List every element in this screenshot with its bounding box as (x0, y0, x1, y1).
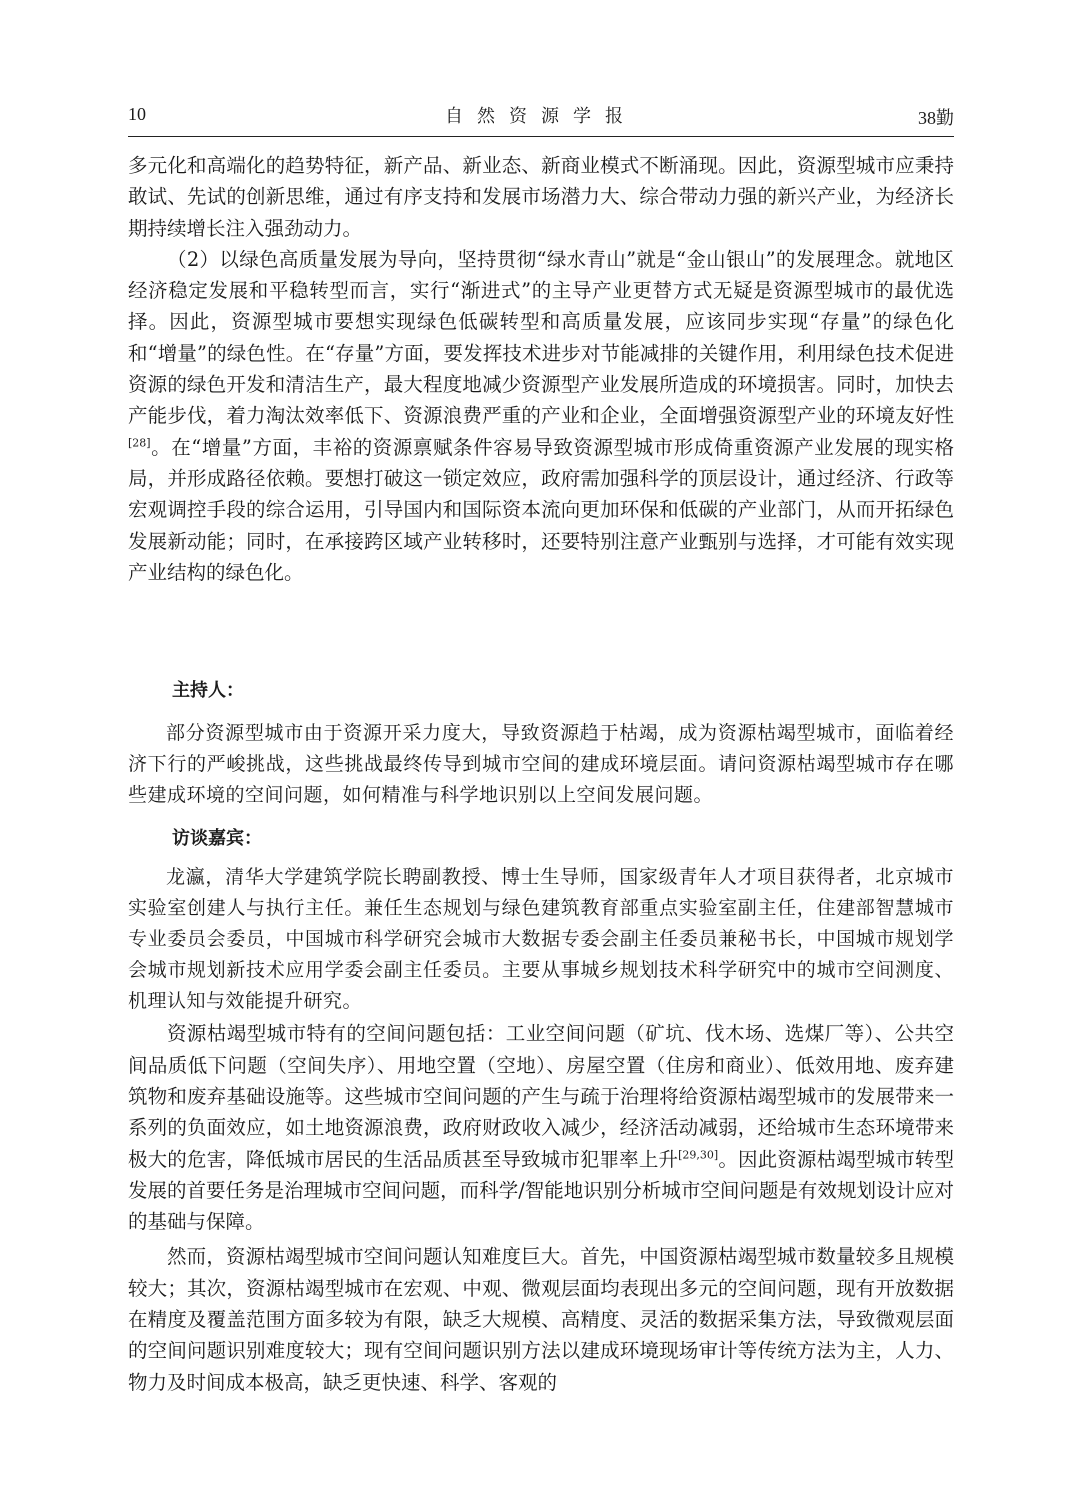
paragraph-text: 。在“增量”方面，丰裕的资源禀赋条件容易导致资源型城市形成倚重资源产业发展的现实格局，并形成路径依赖。要想打破这一锁定效应，政府需加强科学的顶层设计，通过经济、行政等宏观调控手段的综合运用，引导国内和国际资本流向更加环保和低碳的产业部门，从而开拓绿色发展新动能；同时，在承接跨区域产业转移时，还要特别注意产业甄别与选择，才可能有效实现产业结构的绿色化。 (128, 435, 954, 584)
running-header (128, 96, 954, 137)
page-number: 10 (128, 104, 146, 124)
journal-title: 自然资源学报 (445, 106, 637, 126)
guest-label: 访谈嘉宾： (172, 828, 262, 850)
answer-paragraph-space-problems (128, 1018, 954, 1237)
host-question: 部分资源型城市由于资源开采力度大，导致资源趋于枯竭，成为资源枯竭型城市，面临着经济下行的严峻挑战，这些挑战最终传导到城市空间的建成环境层面。请问资源枯竭型城市存在哪些建成环境的空间问题，如何精准与科学地识别以上空间发展问题。 (128, 722, 954, 806)
interview-section (128, 676, 954, 1398)
paragraph-text: 资源枯竭型城市特有的空间问题包括：工业空间问题（矿坑、伐木场、选煤厂等）、公共空间品质低下问题（空间失序）、用地空置（空地）、房屋空置（住房和商业）、低效用地、废弃建筑物和废弃基础设施等。这些城市空间问题的产生与疏于治理将给资源枯竭型城市的发展带来一系列的负面效应，如土地资源浪费，政府财政收入减少，经济活动减弱，还给城市生态环境带来极大的危害，降低城市居民的生活品质甚至导致城市犯罪率上升 (128, 1022, 954, 1171)
paragraph-text: 多元化和高端化的趋势特征，新产品、新业态、新商业模式不断涌现。因此，资源型城市应秉持敢试、先试的创新思维，通过有序支持和发展市场潜力大、综合带动力强的新兴产业，为经济长期持续增长注入强劲动力。 (128, 154, 954, 240)
paragraph-text: 。因此资源枯竭型城市转型发展的首要任务是治理城市空间问题，而科学/智能地识别分析城市空间问题是有效规划设计应对的基础与保障。 (128, 1147, 954, 1234)
paragraph-innovation (128, 150, 954, 244)
citation-28: [28] (128, 436, 151, 450)
citation-29-30: [29,30] (678, 1148, 719, 1162)
article-body (128, 150, 954, 588)
answer-paragraph-difficulty: 然而，资源枯竭型城市空间问题认知难度巨大。首先，中国资源枯竭型城市数量较多且规模较大；其次，资源枯竭型城市在宏观、中观、微观层面均表现出多元的空间问题，现有开放数据在精度及覆盖范围方面多较为有限，缺乏大规模、高精度、灵活的数据采集方法，导致微观层面的空间问题识别难度较大；现有空间问题识别方法以建成环境现场审计等传统方法为主，人力、物力及时间成本极高，缺乏更快速、科学、客观的 (128, 1245, 954, 1394)
guest-bio: 龙瀛，清华大学建筑学院长聘副教授、博士生导师，国家级青年人才项目获得者，北京城市实验室创建人与执行主任。兼任生态规划与绿色建筑教育部重点实验室副主任，住建部智慧城市专业委员会委员，中国城市科学研究会城市大数据专委会副主任委员兼秘书长，中国城市规划学会城市规划新技术应用学委会副主任委员。主要从事城乡规划技术科学研究中的城市空间测度、机理认知与效能提升研究。 (128, 866, 954, 1012)
host-label: 主持人： (172, 680, 244, 701)
paragraph-green-development (128, 244, 954, 588)
paragraph-text: （2）以绿色高质量发展为导向，坚持贯彻“绿水青山”就是“金山银山”的发展理念。就地区经济稳定发展和平稳转型而言，实行“渐进式”的主导产业更替方式无疑是资源型城市的最优选择。因此，资源型城市要想实现绿色低碳转型和高质量发展，应该同步实现“存量”的绿色化和“增量”的绿色性。在“存量”方面，要发挥技术进步对节能减排的关键作用，利用绿色技术促进资源的绿色开发和清洁生产，最大程度地减少资源型产业发展所造成的环境损害。同时，加快去产能步伐，着力淘汰效率低下、资源浪费严重的产业和企业，全面增强资源型产业的环境友好性 (128, 247, 954, 428)
volume-label: 38勤 (918, 108, 954, 128)
